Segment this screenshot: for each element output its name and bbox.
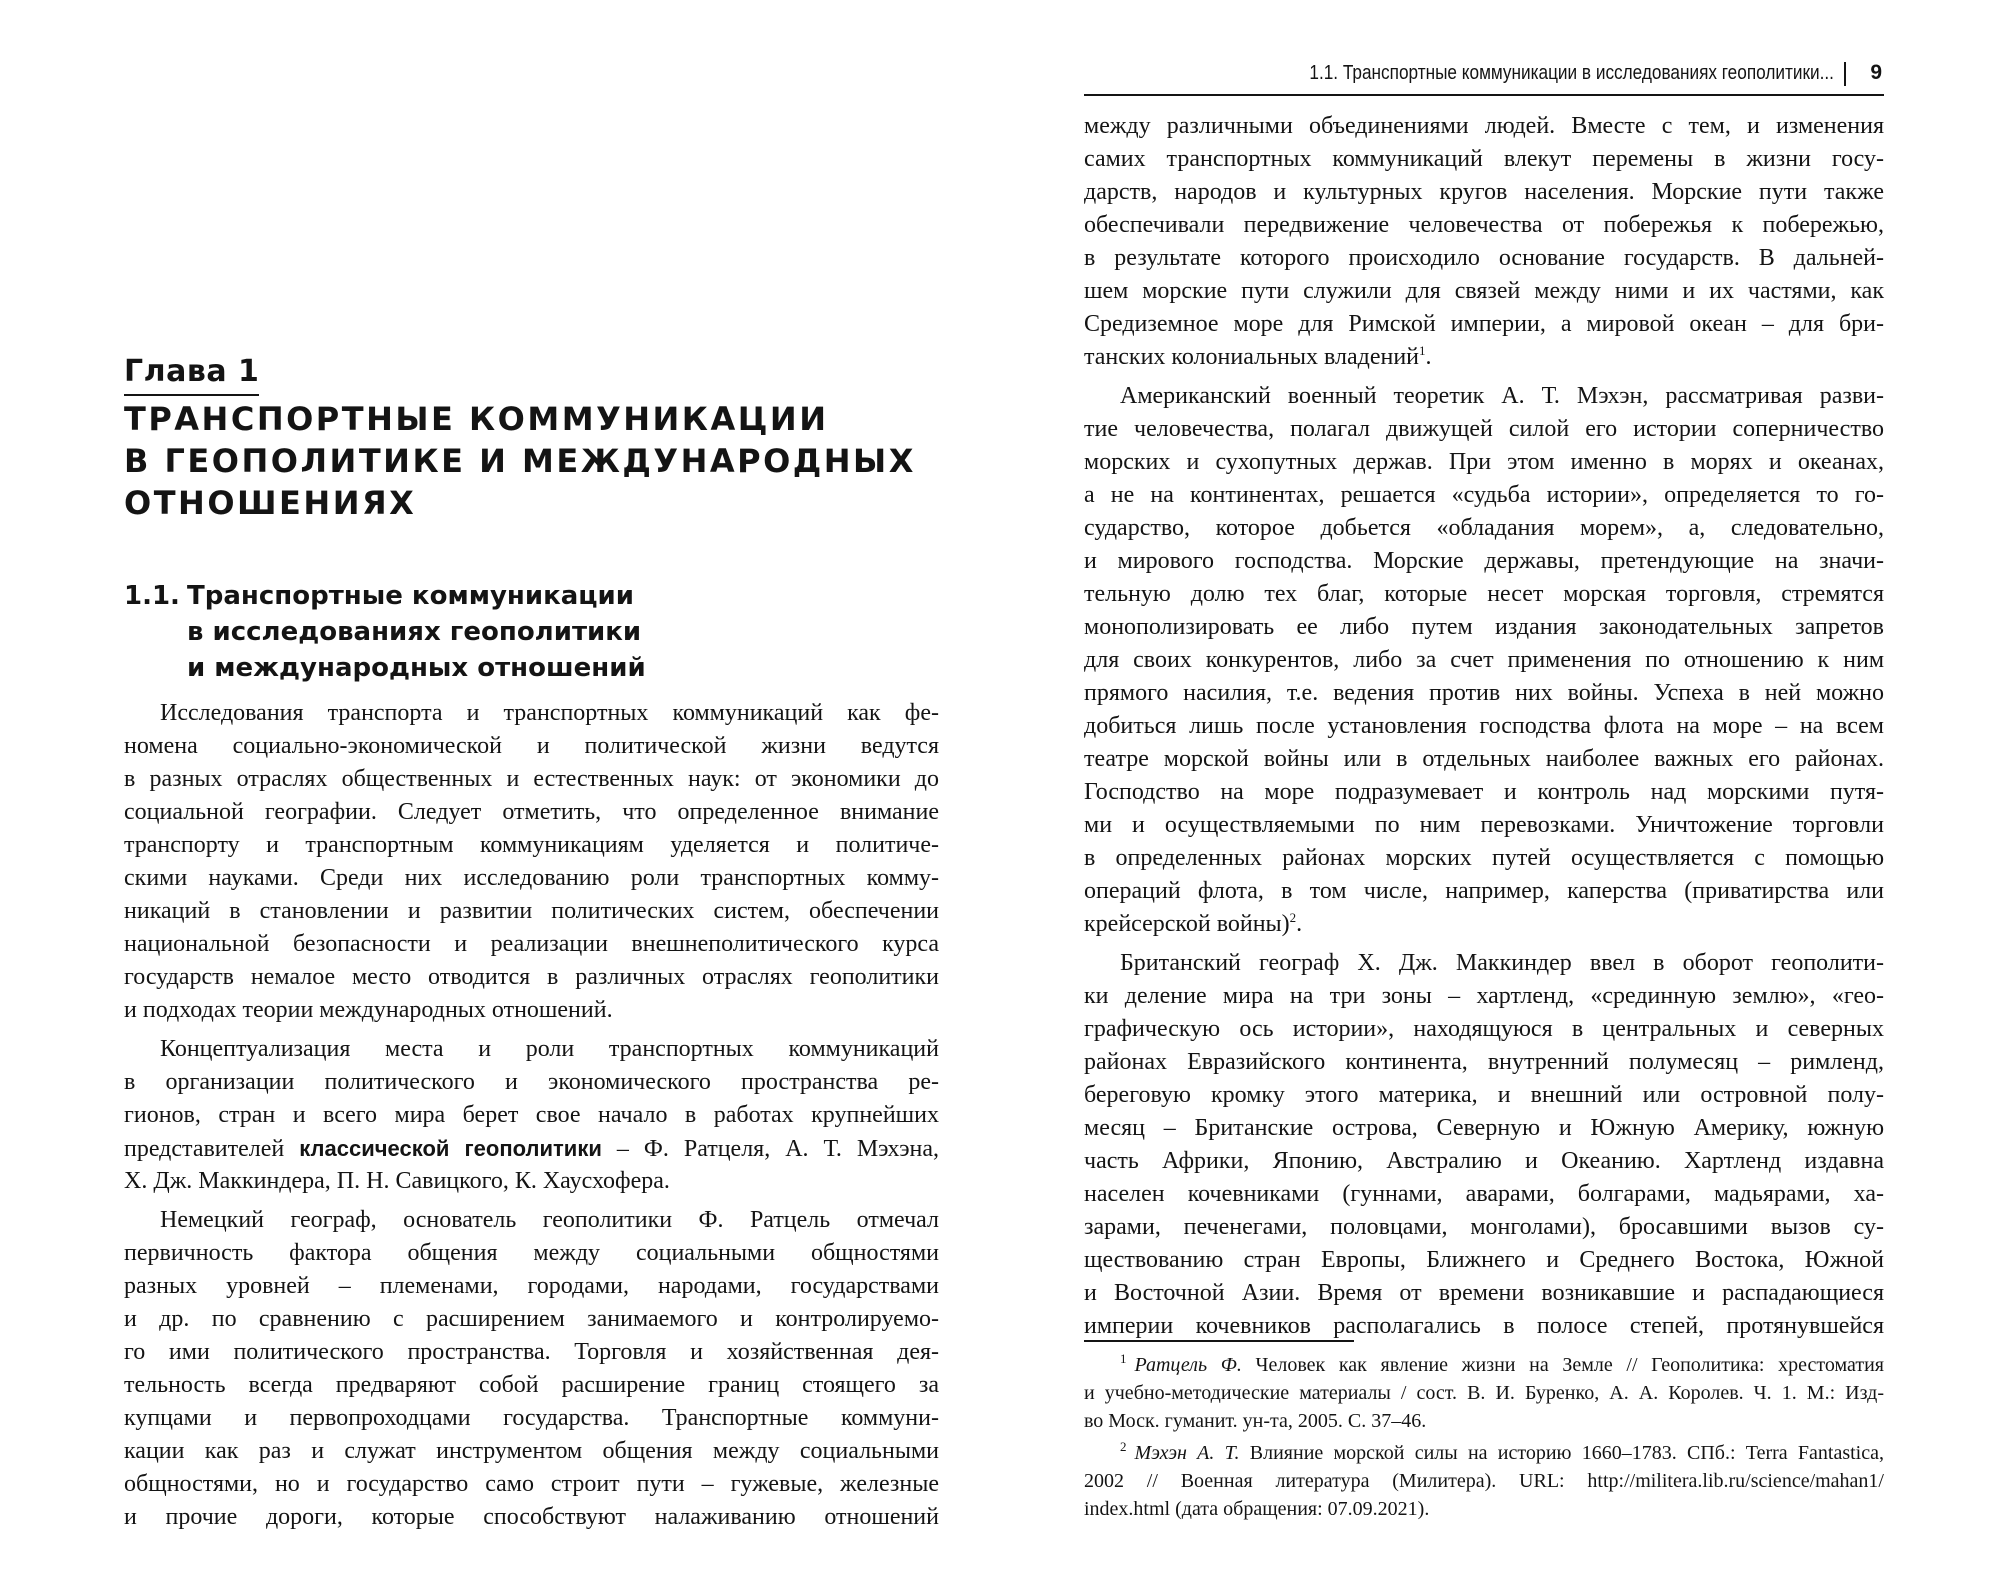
footnote-mark: 2 <box>1120 1439 1127 1455</box>
footnote-ref[interactable]: 1 <box>1419 343 1426 358</box>
footnotes <box>1084 1351 1884 1523</box>
text-line: транспорту и транспортным коммуникациям уделяется и политиче- <box>124 832 939 858</box>
text-line: морских и сухопутных держав. При этом именно в морях и океанах, <box>1084 449 1884 475</box>
text-line: национальной безопасности и реализации внешнеполитического курса <box>124 931 939 957</box>
section-number: 1.1. <box>124 581 180 611</box>
text-line: дарств, народов и культурных кругов населения. Морские пути также <box>1084 179 1884 205</box>
chapter-title <box>124 398 939 524</box>
text-line: сударство, которое добьется «обладания морем», а, следовательно, <box>1084 515 1884 541</box>
text-run: представителей <box>124 1136 300 1162</box>
section-title-line: и международных отношений <box>187 653 646 683</box>
text-line: часть Африки, Японию, Австралию и Океанию. Хартленд издавна <box>1084 1148 1884 1174</box>
chapter-title-line: ТРАНСПОРТНЫЕ КОММУНИКАЦИИ <box>124 400 829 438</box>
text-line: и прочие дороги, которые способствуют налаживанию отношений <box>124 1504 939 1530</box>
running-head-title: 1.1. Транспортные коммуникации в исследованиях геополитики... <box>1309 62 1834 84</box>
text-line: ки деление мира на три зоны – хартленд, «срединную землю», «гео- <box>1084 983 1884 1009</box>
text-line: добиться лишь после установления господства флота на море – на всем <box>1084 713 1884 739</box>
text-line: театре морской войны или в отдельных наиболее важных его районах. <box>1084 746 1884 772</box>
text-line: кации как раз и служат инструментом общения между социальными <box>124 1438 939 1464</box>
text-line: монополизировать ее либо путем издания законодательных запретов <box>1084 614 1884 640</box>
text-line: зарами, печенегами, половцами, монголами), бросавшими вызов су- <box>1084 1214 1884 1240</box>
text-line: Американский военный теоретик А. Т. Мэхэн, рассматривая разви- <box>1120 383 1884 409</box>
text-line: тие человечества, полагал движущей силой его истории соперничество <box>1084 416 1884 442</box>
text-line: графическую ось истории», находящуюся в центральных и северных <box>1084 1016 1884 1042</box>
footnote-line: index.html (дата обращения: 07.09.2021). <box>1084 1498 1430 1520</box>
text-line: в организации политического и экономического пространства ре- <box>124 1069 939 1095</box>
paragraph <box>124 1204 939 1534</box>
text-run: танских колониальных владений <box>1084 344 1420 370</box>
text-line: Х. Дж. Маккиндера, П. Н. Савицкого, К. Хаусхофера. <box>124 1168 670 1194</box>
text-line: государств немалое место отводится в различных отраслях геополитики <box>124 964 939 990</box>
footnote-author: Мэхэн А. Т. <box>1134 1442 1240 1464</box>
text-line: империи кочевников располагались в полосе степей, протянувшейся <box>1084 1313 1884 1339</box>
text-line: самих транспортных коммуникаций влекут перемены в жизни госу- <box>1084 146 1884 172</box>
text-run: . <box>1425 344 1432 370</box>
text-line: никаций в становлении и развитии политических систем, обеспечении <box>124 898 939 924</box>
text-line: Исследования транспорта и транспортных коммуникаций как фе- <box>160 700 939 726</box>
left-body-text <box>124 697 939 1534</box>
text-line: ми и осуществляемыми по ним перевозками. Уничтожение торговли <box>1084 812 1884 838</box>
running-head <box>1084 58 1884 96</box>
footnote-line: 2002 // Военная литература (Милитера). URL: http://militera.lib.ru/science/mahan1/ <box>1084 1470 1884 1492</box>
text-run: . <box>1296 911 1303 937</box>
text-line: разных уровней – племенами, городами, народами, государствами <box>124 1273 939 1299</box>
text-line: и Восточной Азии. Время от времени возникавшие и распадающиеся <box>1084 1280 1884 1306</box>
page-number: 9 <box>1870 61 1882 84</box>
chapter-title-line: ОТНОШЕНИЯХ <box>124 484 417 522</box>
text-line: операций флота, в том числе, например, каперства (приватирства или <box>1084 878 1884 904</box>
text-line: а не на континентах, решается «судьба истории», определяется то го- <box>1084 482 1884 508</box>
text-line: Средиземное море для Римской империи, а мировой океан – для бри- <box>1084 311 1884 337</box>
text-line: Британский географ Х. Дж. Маккиндер ввел в оборот геополити- <box>1120 950 1884 976</box>
paragraph <box>1084 947 1884 1343</box>
text-line: между различными объединениями людей. Вместе с тем, и изменения <box>1084 113 1884 139</box>
text-line: для своих конкурентов, либо за счет применения по отношению к ним <box>1084 647 1884 673</box>
chapter-title-line: В ГЕОПОЛИТИКЕ И МЕЖДУНАРОДНЫХ <box>124 442 916 480</box>
text-line: и подходах теории международных отношений. <box>124 997 613 1023</box>
footnote-line: во Моск. гуманит. ун-та, 2005. С. 37–46. <box>1084 1410 1427 1432</box>
text-line: гионов, стран и всего мира берет свое начало в работах крупнейших <box>124 1102 939 1128</box>
text-line: общностями, но и государство само строит пути – гужевые, железные <box>124 1471 939 1497</box>
footnote-mark: 1 <box>1120 1351 1127 1367</box>
section-title-line: в исследованиях геополитики <box>187 617 642 647</box>
section-heading <box>124 578 939 686</box>
footnote-line: и учебно-методические материалы / сост. В. И. Буренко, А. А. Королев. Ч. 1. М.: Изд- <box>1084 1382 1884 1404</box>
text-line: и др. по сравнению с расширением занимаемого и контролируемо- <box>124 1306 939 1332</box>
text-line: береговую кромку этого материка, и внешний или островной полу- <box>1084 1082 1884 1108</box>
text-line: Концептуализация места и роли транспортных коммуникаций <box>160 1036 939 1062</box>
text-line: и мирового господства. Морские державы, претендующие на значи- <box>1084 548 1884 574</box>
paragraph <box>124 1033 939 1198</box>
text-line: го ими политического пространства. Торговля и хозяйственная дея- <box>124 1339 939 1365</box>
text-line <box>1084 341 1884 374</box>
text-line: купцами и первопроходцами государства. Транспортные коммуни- <box>124 1405 939 1431</box>
text-line: шем морские пути служили для связей между ними и их частями, как <box>1084 278 1884 304</box>
bold-term: классической геополитики <box>299 1136 602 1161</box>
text-line <box>124 1132 939 1165</box>
footnote-ref[interactable]: 2 <box>1289 910 1297 925</box>
text-line: социальной географии. Следует отметить, что определенное внимание <box>124 799 939 825</box>
section-title-line: Транспортные коммуникации <box>187 581 634 611</box>
text-line: районах Евразийского континента, внутренний полумесяц – римленд, <box>1084 1049 1884 1075</box>
text-line: прямого насилия, т.е. ведения против них войны. Успеха в ней можно <box>1084 680 1884 706</box>
text-line: Господство на море подразумевает и контроль над морскими путя- <box>1084 779 1884 805</box>
text-run: крейсерской войны) <box>1084 911 1290 937</box>
paragraph <box>1084 380 1884 941</box>
text-run: Человек как явление жизни на Земле // Геополитика: хрестоматия <box>1241 1354 1884 1376</box>
running-head-separator <box>1844 62 1846 86</box>
footnote-divider <box>1084 1340 1354 1342</box>
text-line: ществованию стран Европы, Ближнего и Среднего Востока, Южной <box>1084 1247 1884 1273</box>
paragraph <box>124 697 939 1027</box>
text-line: в результате которого происходило основание государств. В дальней- <box>1084 245 1884 271</box>
footnote-line <box>1084 1439 1884 1467</box>
text-line: номена социально-экономической и политической жизни ведутся <box>124 733 939 759</box>
text-line: первичность фактора общения между социальными общностями <box>124 1240 939 1266</box>
text-line: в разных отраслях общественных и естественных наук: от экономики до <box>124 766 939 792</box>
text-line: в определенных районах морских путей осуществляется с помощью <box>1084 845 1884 871</box>
text-line: тельную долю тех благ, которые несет морская торговля, стремятся <box>1084 581 1884 607</box>
footnote-author: Ратцель Ф. <box>1134 1354 1242 1376</box>
text-line: населен кочевниками (гуннами, аварами, болгарами, мадьярами, ха- <box>1084 1181 1884 1207</box>
paragraph <box>1084 110 1884 374</box>
text-line: обеспечивали передвижение человечества от побережья к побережью, <box>1084 212 1884 238</box>
text-line: Немецкий географ, основатель геополитики Ф. Ратцель отмечал <box>160 1207 939 1233</box>
text-line <box>1084 908 1884 941</box>
right-body-text <box>1084 110 1884 1343</box>
text-run: Влияние морской силы на историю 1660–1783. СПб.: Terra Fantastica, <box>1239 1442 1884 1464</box>
text-line: месяц – Британские острова, Северную и Южную Америку, южную <box>1084 1115 1884 1141</box>
text-line: тельность всегда предваряют собой расширение границ стоящего за <box>124 1372 939 1398</box>
footnote-line <box>1084 1351 1884 1379</box>
footnote <box>1084 1351 1884 1435</box>
chapter-label: Глава 1 <box>124 352 259 396</box>
footnote <box>1084 1439 1884 1523</box>
text-line: скими науками. Среди них исследованию роли транспортных комму- <box>124 865 939 891</box>
text-run: – Ф. Ратцеля, А. Т. Мэхэна, <box>601 1136 939 1162</box>
